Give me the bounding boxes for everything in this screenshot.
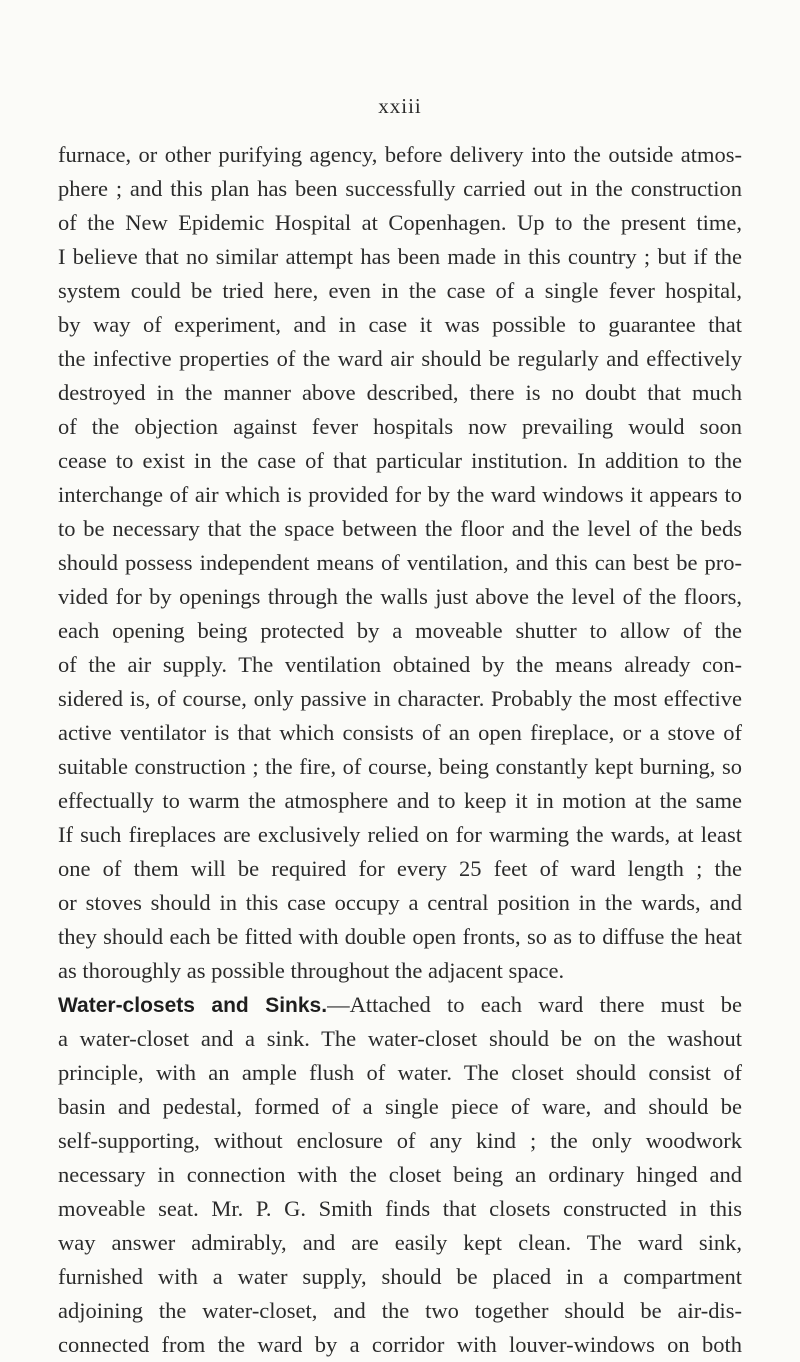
text-line: way answer admirably, and are easily kept clean. The ward sink, <box>58 1230 742 1255</box>
text-line: vided for by openings through the walls just above the level of the floors, <box>58 584 742 609</box>
text-line: If such fireplaces are exclusively relied on for warming the wards, at least <box>58 822 742 847</box>
text-line: destroyed in the manner above described, there is no doubt that much <box>58 380 742 405</box>
text-line: of the New Epidemic Hospital at Copenhagen. Up to the present time, <box>58 210 742 235</box>
text-line: furnished with a water supply, should be placed in a compartment <box>58 1264 742 1289</box>
text-line: basin and pedestal, formed of a single piece of ware, and should be <box>58 1094 742 1119</box>
text-line: cease to exist in the case of that particular institution. In addition to the <box>58 448 742 473</box>
text-line: each opening being protected by a moveable shutter to allow of the <box>58 618 742 643</box>
text-line: they should each be fitted with double open fronts, so as to diffuse the heat <box>58 924 742 949</box>
text-line: interchange of air which is provided for by the ward windows it appears to <box>58 482 742 507</box>
section-heading: Water-closets and Sinks. <box>58 994 328 1017</box>
text-line: by way of experiment, and in case it was possible to guarantee that <box>58 312 742 337</box>
text-line: a water-closet and a sink. The water-closet should be on the washout <box>58 1026 742 1051</box>
text-line: phere ; and this plan has been successfully carried out in the construction <box>58 176 742 201</box>
text-line: suitable construction ; the fire, of course, being constantly kept burning, so <box>58 754 742 779</box>
text-line: active ventilator is that which consists of an open fireplace, or a stove of <box>58 720 742 745</box>
text-line: effectually to warm the atmosphere and to keep it in motion at the same <box>58 788 742 813</box>
text-line: the infective properties of the ward air should be regularly and effectively <box>58 346 742 371</box>
text-line: of the objection against fever hospitals now prevailing would soon <box>58 414 742 439</box>
text-line: self-supporting, without enclosure of any kind ; the only woodwork <box>58 1128 742 1153</box>
page-number: xxiii <box>378 94 422 118</box>
text-line: connected from the ward by a corridor with louver-windows on both <box>58 1332 742 1357</box>
text-line: moveable seat. Mr. P. G. Smith finds that closets constructed in this <box>58 1196 742 1221</box>
text-line: I believe that no similar attempt has been made in this country ; but if the <box>58 244 742 269</box>
text-line: necessary in connection with the closet being an ordinary hinged and <box>58 1162 742 1187</box>
text-line: to be necessary that the space between the floor and the level of the beds <box>58 516 742 541</box>
text-line: principle, with an ample flush of water. The closet should consist of <box>58 1060 742 1085</box>
section-heading-line <box>58 988 742 1022</box>
text-line: as thoroughly as possible throughout the adjacent space. <box>58 958 565 983</box>
text-line: sidered is, of course, only passive in character. Probably the most effective <box>58 686 742 711</box>
text-line: should possess independent means of ventilation, and this can best be pro- <box>58 550 742 575</box>
text-line: furnace, or other purifying agency, before delivery into the outside atmos- <box>58 142 742 167</box>
text-line: adjoining the water-closet, and the two together should be air-dis- <box>58 1298 742 1323</box>
text-line: of the air supply. The ventilation obtained by the means already con- <box>58 652 742 677</box>
body-text <box>58 138 742 1362</box>
text-line: one of them will be required for every 25 feet of ward length ; the <box>58 856 742 881</box>
heading-line-rest: —Attached to each ward there must be <box>327 992 742 1017</box>
text-line: or stoves should in this case occupy a central position in the wards, and <box>58 890 742 915</box>
text-line: system could be tried here, even in the case of a single fever hospital, <box>58 278 742 303</box>
